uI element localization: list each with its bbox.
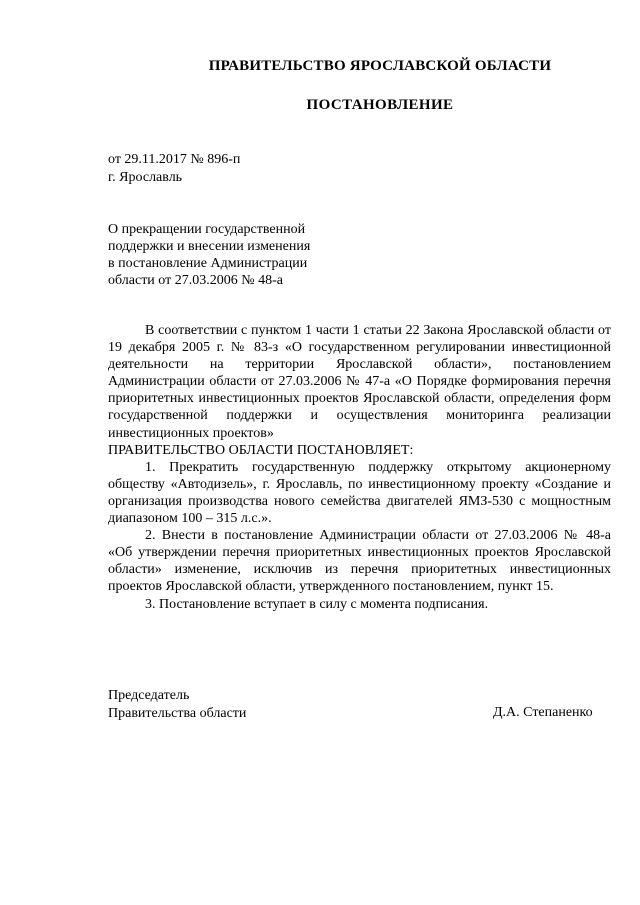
decree-statement: ПРАВИТЕЛЬСТВО ОБЛАСТИ ПОСТАНОВЛЯЕТ: bbox=[108, 442, 414, 458]
document-meta bbox=[108, 151, 240, 187]
item-3-paragraph: 3. Постановление вступает в силу с момента подписания. bbox=[145, 596, 489, 612]
item-1-paragraph: 1. Прекратить государственную поддержку открытому акционерному обществу «Автодизель», г. Ярославль, по инвестиционному проекту «Создание и организация производства нового семейства двигателей ЯМЗ-530 с мощностным диапазоном 100 – 315 л.с.». bbox=[108, 459, 611, 527]
document-body bbox=[108, 322, 611, 613]
subject-line: поддержки и внесении изменения bbox=[108, 239, 311, 254]
document-subject bbox=[108, 221, 348, 289]
date-number: от 29.11.2017 № 896-п bbox=[108, 152, 241, 167]
subject-line: в постановление Администрации bbox=[108, 256, 308, 271]
subject-line: О прекращении государственной bbox=[108, 222, 306, 237]
subject-line: области от 27.03.2006 № 48-а bbox=[108, 273, 283, 288]
city: г. Ярославль bbox=[108, 170, 183, 185]
signatory-title bbox=[108, 687, 246, 723]
signatory-title-line: Председатель bbox=[108, 688, 190, 703]
signatory-title-line: Правительства области bbox=[108, 706, 247, 721]
item-2-paragraph: 2. Внести в постановление Администрации области от 27.03.2006 № 48-а «Об утверждении перечня приоритетных инвестиционных проектов Ярославской области» изменение, исключив из перечня приоритетных инвестиционных проектов Ярославской области, утвержденного постановлением, пункт 15. bbox=[108, 528, 611, 595]
organization-title: ПРАВИТЕЛЬСТВО ЯРОСЛАВСКОЙ ОБЛАСТИ bbox=[208, 58, 552, 74]
signatory-name: Д.А. Степаненко bbox=[493, 705, 593, 720]
document-type-title: ПОСТАНОВЛЕНИЕ bbox=[306, 97, 454, 113]
preamble-paragraph: В соответствии с пунктом 1 части 1 статьи 22 Закона Ярославской области от 19 декабря 2005 г. № 83-з «О государственном регулировании инвестиционной деятельности на территории Ярославской области», постановлением Администрации области от 27.03.2006 № 47-а «О Порядке формирования перечня приоритетных инвестиционных проектов Ярославской области, определения форм государственной поддержки и осуществления мониторинга реализации инвестиционных проектов» bbox=[108, 323, 611, 441]
